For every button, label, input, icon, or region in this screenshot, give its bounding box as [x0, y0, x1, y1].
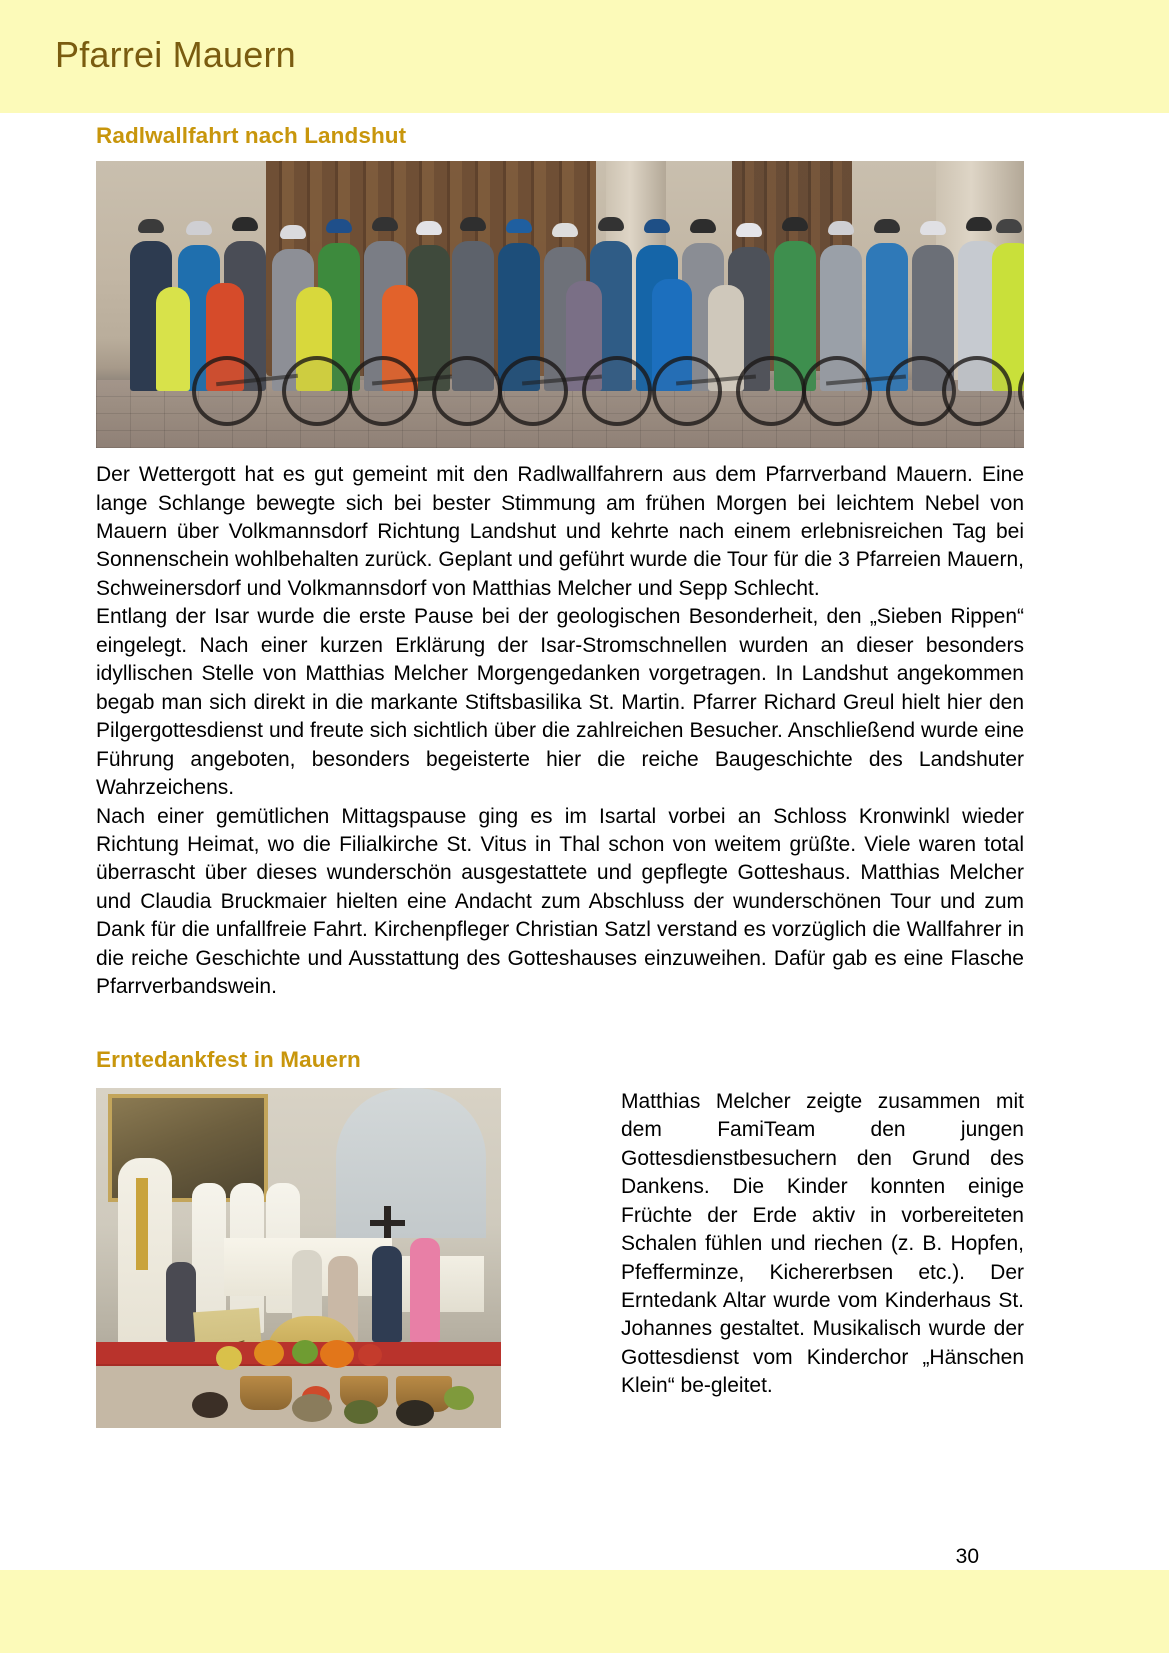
article-2-layout [96, 1088, 1024, 1428]
article-2-photo-column [96, 1088, 501, 1428]
priest-stole [136, 1178, 148, 1270]
page-header-band [0, 0, 1169, 113]
article-1-paragraph-2: Entlang der Isar wurde die erste Pause bei der geologischen Besonderheit, den „Sieben Rippen“ eingelegt. Nach einer kurzen Erklärung der Isar-Stromschnellen wurden an dieser besonders idyllischen Stelle von Matthias Melcher Morgengedanken vorgetragen. In Landshut angekommen begab man sich direkt in die markante Stiftsbasilika St. Martin. Pfarrer Richard Greul hielt hier den Pilgergottesdienst und freute sich sichtlich über die zahlreichen Besucher. Anschließend wurde eine Führung angeboten, besonders begeisterte hier die reiche Baugeschichte des Landshuter Wahrzeichens. [96, 605, 1024, 800]
page-title: Pfarrei Mauern [55, 34, 296, 75]
article-2-heading: Erntedankfest in Mauern [96, 1046, 361, 1072]
bicycle-row [96, 330, 1024, 426]
article-1-photo [96, 161, 1024, 448]
harvest-produce [96, 1308, 501, 1428]
page-content [96, 122, 1024, 1428]
article-1-paragraph-1: Der Wettergott hat es gut gemeint mit den Radlwallfahrern aus dem Pfarrverband Mauern. Eine lange Schlange bewegte sich bei bester Stimmung am frühen Morgen bei leichtem Nebel von Mauern über Volkmannsdorf Richtung Landshut und kehrte nach einem erlebnisreichen Tag bei Sonnenschein wohlbehalten zurück. Geplant und geführt wurde die Tour für die 3 Pfarreien Mauern, Schweinersdorf und Volkmannsdorf von Matthias Melcher und Sepp Schlecht. [96, 463, 1024, 600]
page-footer-band [0, 1570, 1169, 1653]
article-1-body [96, 461, 1024, 1002]
article-2-paragraph-1: Matthias Melcher zeigte zusammen mit dem FamiTeam den jungen Gottesdienstbesuchern den Grund des Dankens. Die Kinder konnten einige Früchte der Erde aktiv in vorbereiteten Schalen fühlen und riechen (z. B. Hopfen, Pfefferminze, Kichererbsen etc.). Der Erntedank Altar wurde vom Kinderhaus St. Johannes gestaltet. Musikalisch wurde der Gottesdienst vom Kinderchor „Hänschen Klein“ be-gleitet. [621, 1089, 1024, 1398]
article-2-text-column [621, 1088, 1024, 1401]
article-1-paragraph-3: Nach einer gemütlichen Mittagspause ging es im Isartal vorbei an Schloss Kronwinkl wieder Richtung Heimat, wo die Filialkirche St. Vitus in Thal schon von weitem grüßte. Viele waren total überrascht über dieses wunderschön ausgestattete und gepflegte Gotteshaus. Matthias Melcher und Claudia Bruckmaier hielten eine Andacht zum Abschluss der wunderschönen Tour und zum Dank für die unfallfreie Fahrt. Kirchenpfleger Christian Satzl verstand es vorzüglich die Wallfahrer in die reiche Geschichte und Ausstattung des Gotteshauses einzuweihen. Dafür gab es eine Flasche Pfarrverbandswein. [96, 804, 1024, 999]
church-niche-arch [336, 1088, 486, 1238]
article-1-heading: Radlwallfahrt nach Landshut [96, 123, 407, 148]
page-number: 30 [955, 1545, 979, 1568]
article-2-photo [96, 1088, 501, 1428]
